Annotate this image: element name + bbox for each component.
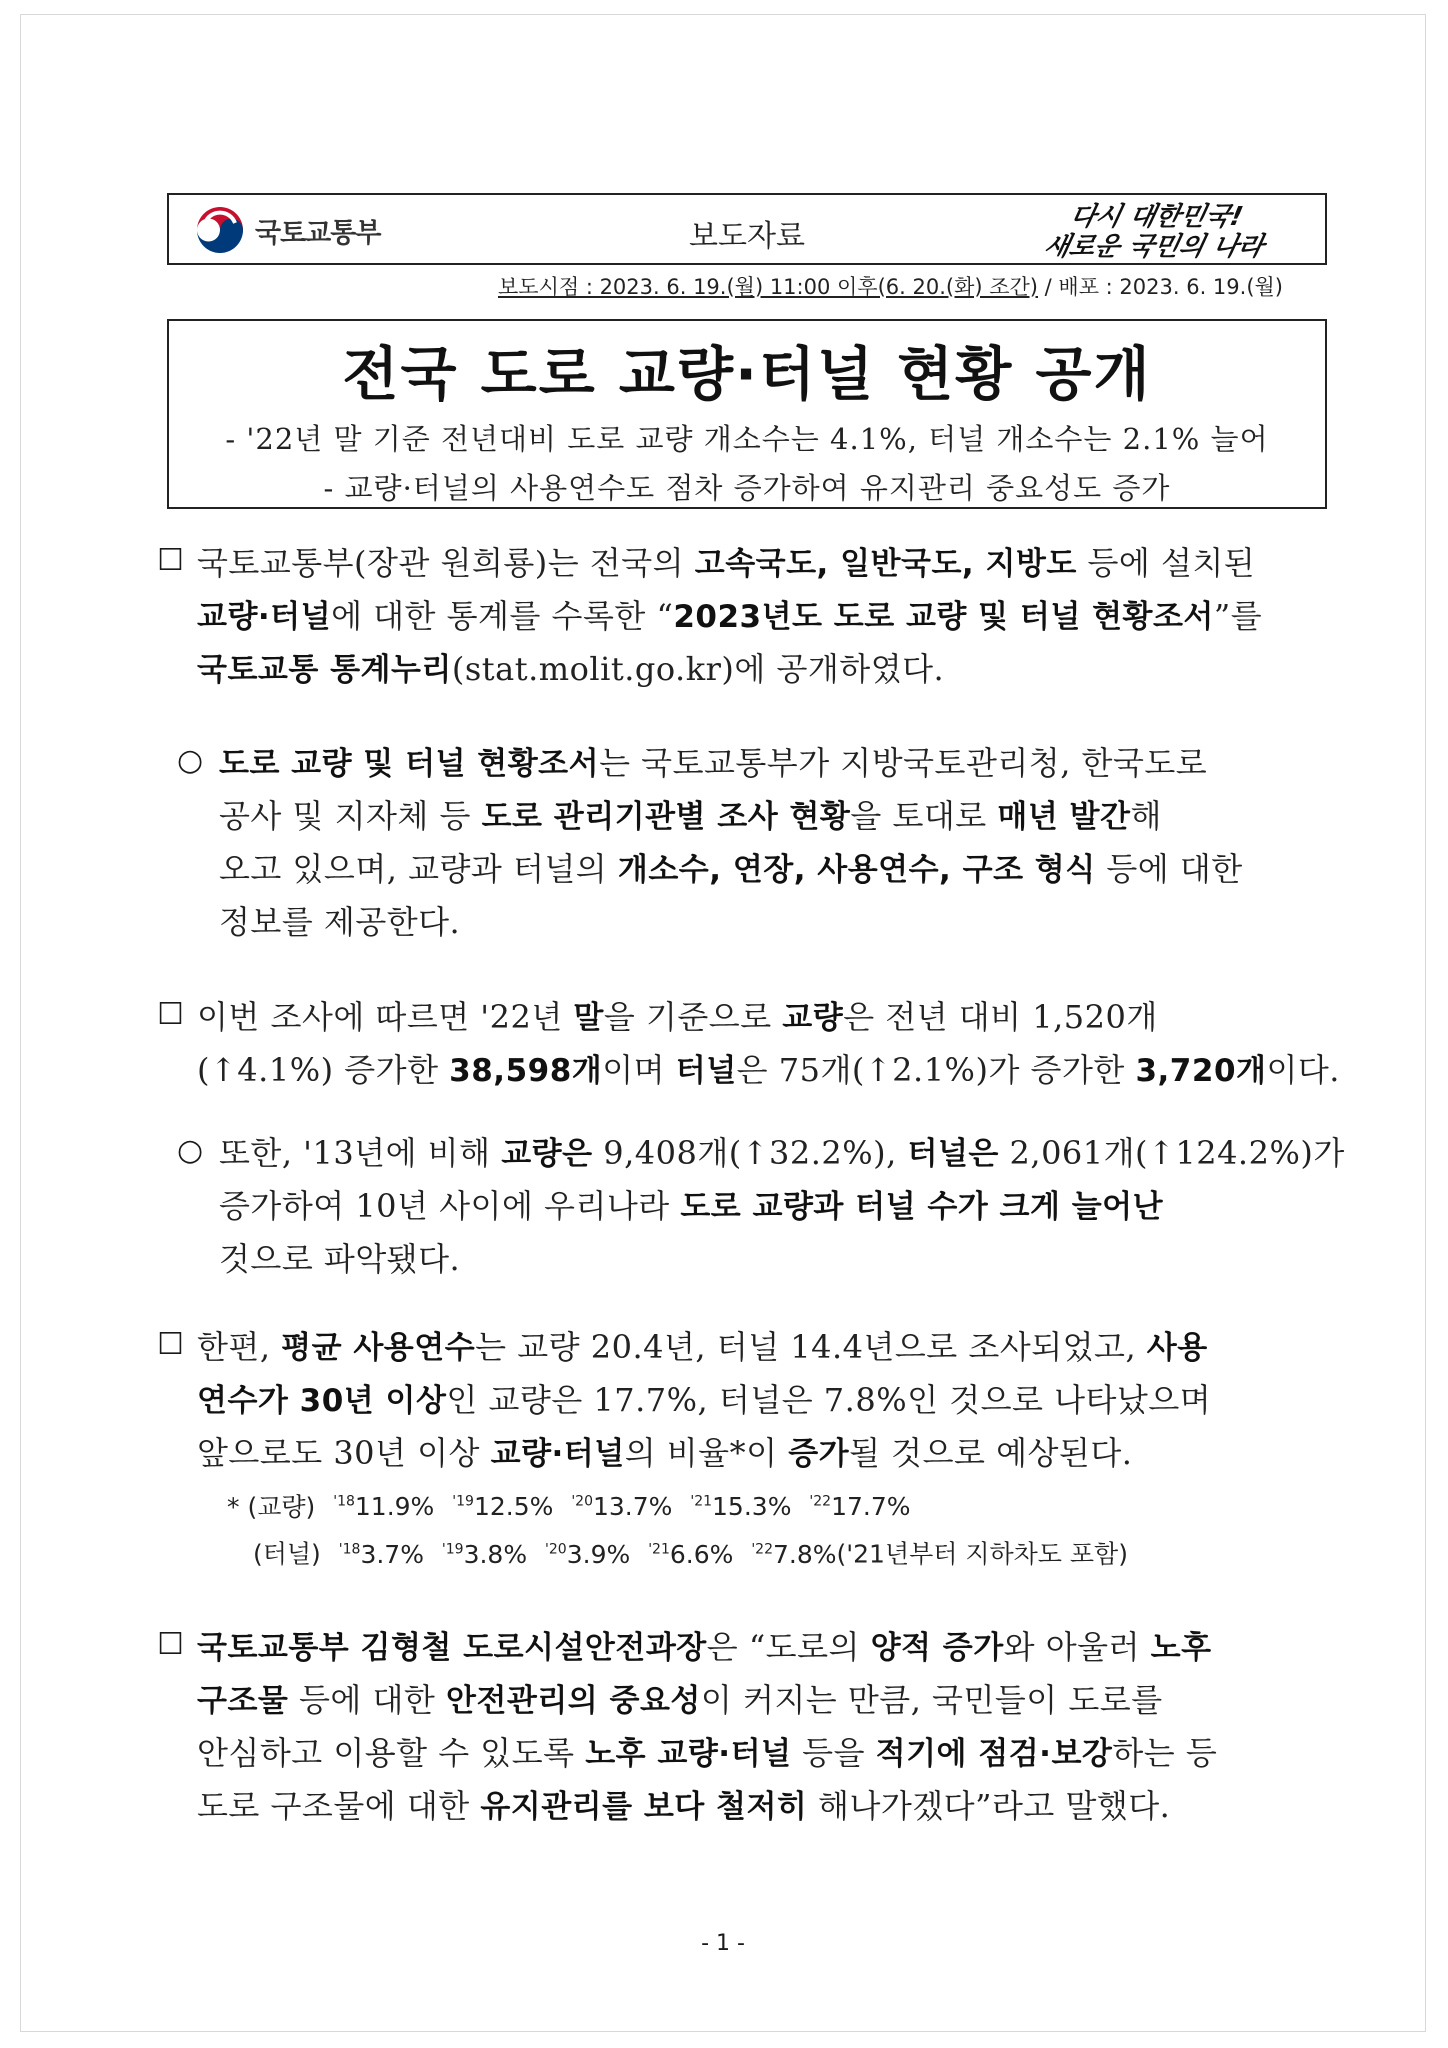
release-info bbox=[498, 271, 1283, 301]
paragraph-3: 이번 조사에 따르면 '22년 말을 기준으로 교량은 전년 대비 1,520개 (↑4.1%) 증가한 38,598개이며 터널은 75개(↑2.1%)가 증가한 3,720개이다. bbox=[197, 998, 1340, 1089]
footnote-tunnel: (터널) $^{'18}$3.7% $^{'19}$3.8% $^{'20}$3.9% $^{'21}$6.6% $^{'22}$7.8%('21년부터 지하차도 포함) bbox=[253, 1539, 1128, 1569]
doc-type-label: 보도자료 bbox=[689, 219, 805, 254]
slogan-calligraphy bbox=[1035, 197, 1295, 263]
square-bullet: ☐ bbox=[157, 997, 184, 1032]
slogan-line2: 새로운 국민의 나라 bbox=[1041, 232, 1267, 262]
square-bullet: ☐ bbox=[157, 543, 184, 578]
paragraph-1: 국토교통부(장관 원희룡)는 전국의 고속국도, 일반국도, 지방도 등에 설치된 교량·터널에 대한 통계를 수록한 “2023년도 도로 교량 및 터널 현황조서”를 국토교통 통계누리(stat.molit.go.kr)에 공개하였다. bbox=[197, 544, 1263, 688]
subheadline-2: - 교량·터널의 사용연수도 점차 증가하여 유지관리 중요성도 증가 bbox=[323, 471, 1171, 505]
page-number: - 1 - bbox=[701, 1931, 745, 1956]
subheadline-1: - '22년 말 기준 전년대비 도로 교량 개소수는 4.1%, 터널 개소수는 2.1% 늘어 bbox=[225, 422, 1269, 456]
paragraph-4: 또한, '13년에 비해 교량은 9,408개(↑32.2%), 터널은 2,061개(↑124.2%)가 증가하여 10년 사이에 우리나라 도로 교량과 터널 수가 크게 늘어난 것으로 파악됐다. bbox=[219, 1134, 1345, 1278]
square-bullet: ☐ bbox=[157, 1327, 184, 1362]
circle-bullet: ○ bbox=[177, 1133, 204, 1168]
circle-bullet: ○ bbox=[177, 743, 204, 778]
paragraph-2: 도로 교량 및 터널 현황조서는 국토교통부가 지방국토관리청, 한국도로 공사 및 지자체 등 도로 관리기관별 조사 현황을 토대로 매년 발간해 오고 있으며, 교량과 터널의 개소수, 연장, 사용연수, 구조 형식 등에 대한 정보를 제공한다. bbox=[219, 744, 1243, 941]
footnote-bridge: * (교량) $^{'18}$11.9% $^{'19}$12.5% $^{'20}$13.7% $^{'21}$15.3% $^{'22}$17.7% bbox=[227, 1492, 911, 1522]
document-page bbox=[20, 14, 1426, 2032]
paragraph-6: 국토교통부 김형철 도로시설안전과장은 “도로의 양적 증가와 아울러 노후 구조물 등에 대한 안전관리의 중요성이 커지는 만큼, 국민들이 도로를 안심하고 이용할 수 있도록 노후 교량·터널 등을 적기에 점검·보강하는 등 도로 구조물에 대한 유지관리를 보다 철저히 해나가겠다”라고 말했다. bbox=[197, 1628, 1218, 1825]
headline: 전국 도로 교량·터널 현황 공개 bbox=[342, 340, 1152, 408]
headline-box bbox=[167, 319, 1327, 509]
slogan-line1: 다시 대한민국! bbox=[1067, 202, 1246, 232]
distribution-date: / 배포 : 2023. 6. 19.(월) bbox=[1038, 275, 1283, 299]
header-box bbox=[167, 193, 1327, 265]
release-time: 보도시점 : 2023. 6. 19.(월) 11:00 이후(6. 20.(화) 조간) bbox=[498, 275, 1038, 299]
paragraph-5: 한편, 평균 사용연수는 교량 20.4년, 터널 14.4년으로 조사되었고, 사용 연수가 30년 이상인 교량은 17.7%, 터널은 7.8%인 것으로 나타났으며 앞으로도 30년 이상 교량·터널의 비율*이 증가될 것으로 예상된다. bbox=[197, 1328, 1212, 1472]
footnote bbox=[227, 1481, 1327, 1576]
square-bullet: ☐ bbox=[157, 1627, 184, 1662]
ministry-name: 국토교통부 bbox=[255, 217, 381, 249]
